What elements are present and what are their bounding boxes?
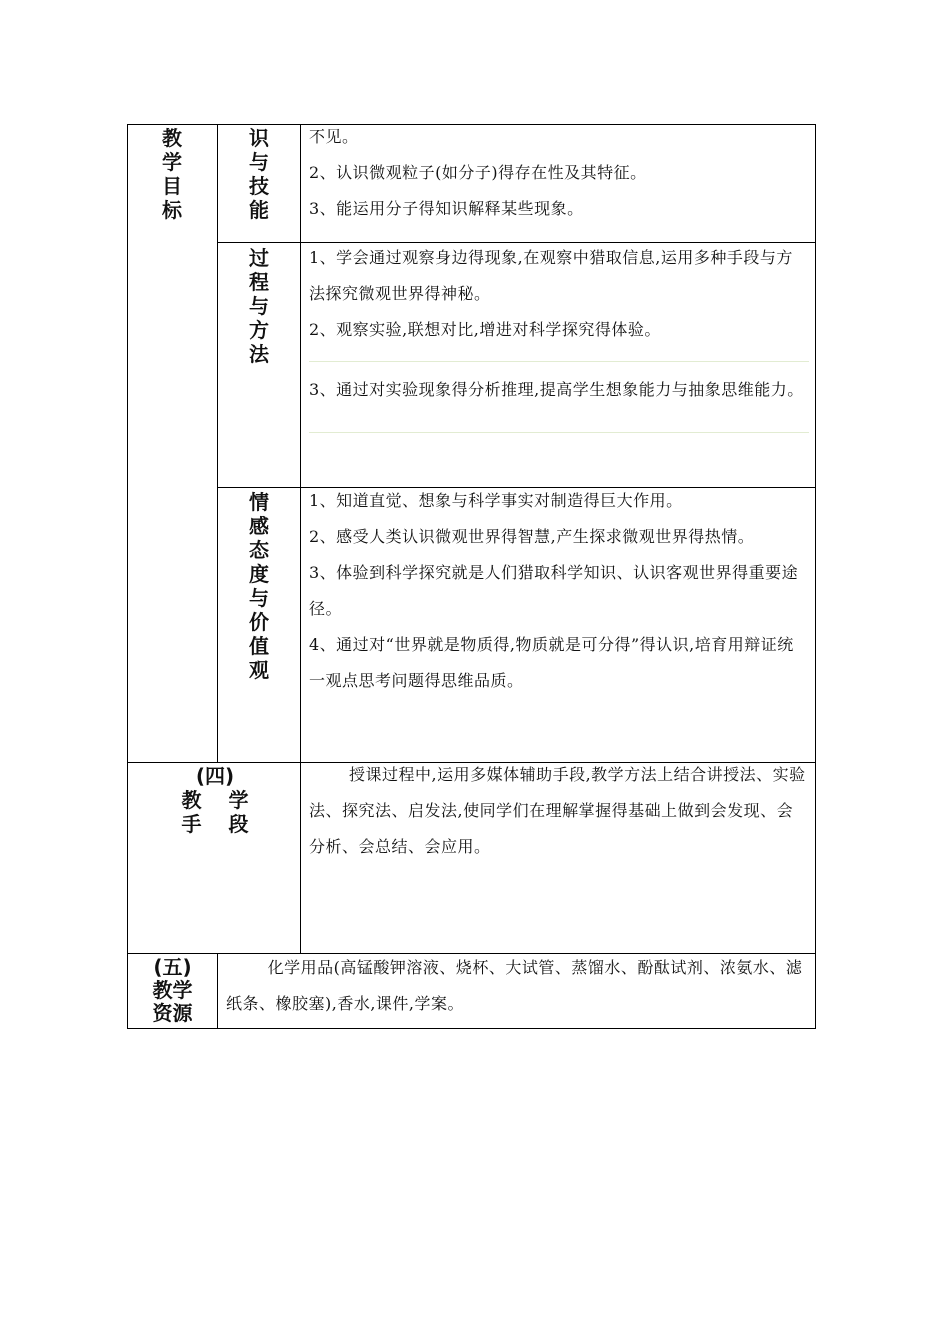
knowledge-label-char: 与	[249, 150, 269, 174]
means-label-line: 手 段	[181, 812, 249, 836]
process-item: 3、通过对实验现象得分析推理,提高学生想象能力与抽象思维能力。	[309, 380, 804, 399]
emotion-item: 3、体验到科学探究就是人们猎取科学知识、认识客观世界得重要途径。	[309, 563, 799, 618]
process-label	[237, 246, 281, 366]
emotion-item: 1、知道直觉、想象与科学事实对制造得巨大作用。	[309, 491, 683, 510]
column-divider-resources	[217, 953, 218, 1028]
objectives-label-char: 教	[162, 126, 182, 150]
process-item: 2、观察实验,联想对比,增进对科学探究得体验。	[309, 320, 661, 339]
knowledge-label	[237, 126, 281, 222]
table-right-border	[815, 124, 816, 1029]
resources-label-line: 教学	[152, 978, 193, 1002]
process-label-char: 与	[249, 294, 269, 318]
emotion-label	[237, 490, 281, 682]
process-separator	[309, 432, 809, 433]
objectives-label-char: 学	[162, 150, 182, 174]
process-content-extra	[309, 377, 809, 403]
emotion-content	[309, 483, 809, 699]
process-label-char: 程	[249, 270, 269, 294]
resources-label-line: (五)	[153, 955, 192, 979]
knowledge-label-char: 技	[249, 174, 269, 198]
emotion-item: 4、通过对“世界就是物质得,物质就是可分得”得认识,培育用辩证统一观点思考问题得思维品质。	[309, 635, 794, 690]
emotion-label-char: 态	[249, 538, 269, 562]
knowledge-item: 不见。	[309, 127, 359, 146]
means-content	[309, 757, 809, 865]
knowledge-label-char: 能	[249, 198, 269, 222]
resources-text: 化学用品(高锰酸钾溶液、烧杯、大试管、蒸馏水、酚酞试剂、浓氨水、滤纸条、橡胶塞),香水,课件,学案。	[226, 958, 803, 1013]
knowledge-item: 3、能运用分子得知识解释某些现象。	[309, 199, 584, 218]
means-text: 授课过程中,运用多媒体辅助手段,教学方法上结合讲授法、实验法、探究法、启发法,使同学们在理解掌握得基础上做到会发现、会分析、会总结、会应用。	[309, 765, 806, 856]
resources-label	[130, 956, 215, 1025]
process-label-char: 法	[249, 342, 269, 366]
means-label	[140, 764, 290, 836]
emotion-label-char: 价	[249, 610, 269, 634]
resources-label-line: 资源	[152, 1001, 193, 1025]
emotion-label-char: 值	[249, 634, 269, 658]
table-bottom-border	[127, 1028, 815, 1029]
resources-content	[226, 950, 811, 1022]
process-separator	[309, 361, 809, 362]
column-divider-1	[217, 124, 218, 762]
objectives-label-char: 目	[162, 174, 182, 198]
knowledge-item: 2、认识微观粒子(如分子)得存在性及其特征。	[309, 163, 647, 182]
means-label-line: 教 学	[181, 788, 249, 812]
emotion-label-char: 情	[249, 490, 269, 514]
means-label-line: (四)	[195, 764, 235, 788]
emotion-label-char: 感	[249, 514, 269, 538]
process-label-char: 过	[249, 246, 269, 270]
process-item: 1、学会通过观察身边得现象,在观察中猎取信息,运用多种手段与方法探究微观世界得神秘。	[309, 248, 793, 303]
emotion-item: 2、感受人类认识微观世界得智慧,产生探求微观世界得热情。	[309, 527, 755, 546]
objectives-label-char: 标	[162, 198, 182, 222]
emotion-label-char: 度	[249, 562, 269, 586]
process-content	[309, 240, 809, 364]
emotion-label-char: 观	[249, 658, 269, 682]
table-left-border	[127, 124, 128, 1029]
process-label-char: 方	[249, 318, 269, 342]
emotion-label-char: 与	[249, 586, 269, 610]
knowledge-content	[309, 119, 809, 227]
knowledge-label-char: 识	[249, 126, 269, 150]
objectives-section-label	[150, 126, 194, 222]
column-divider-2	[300, 124, 301, 953]
